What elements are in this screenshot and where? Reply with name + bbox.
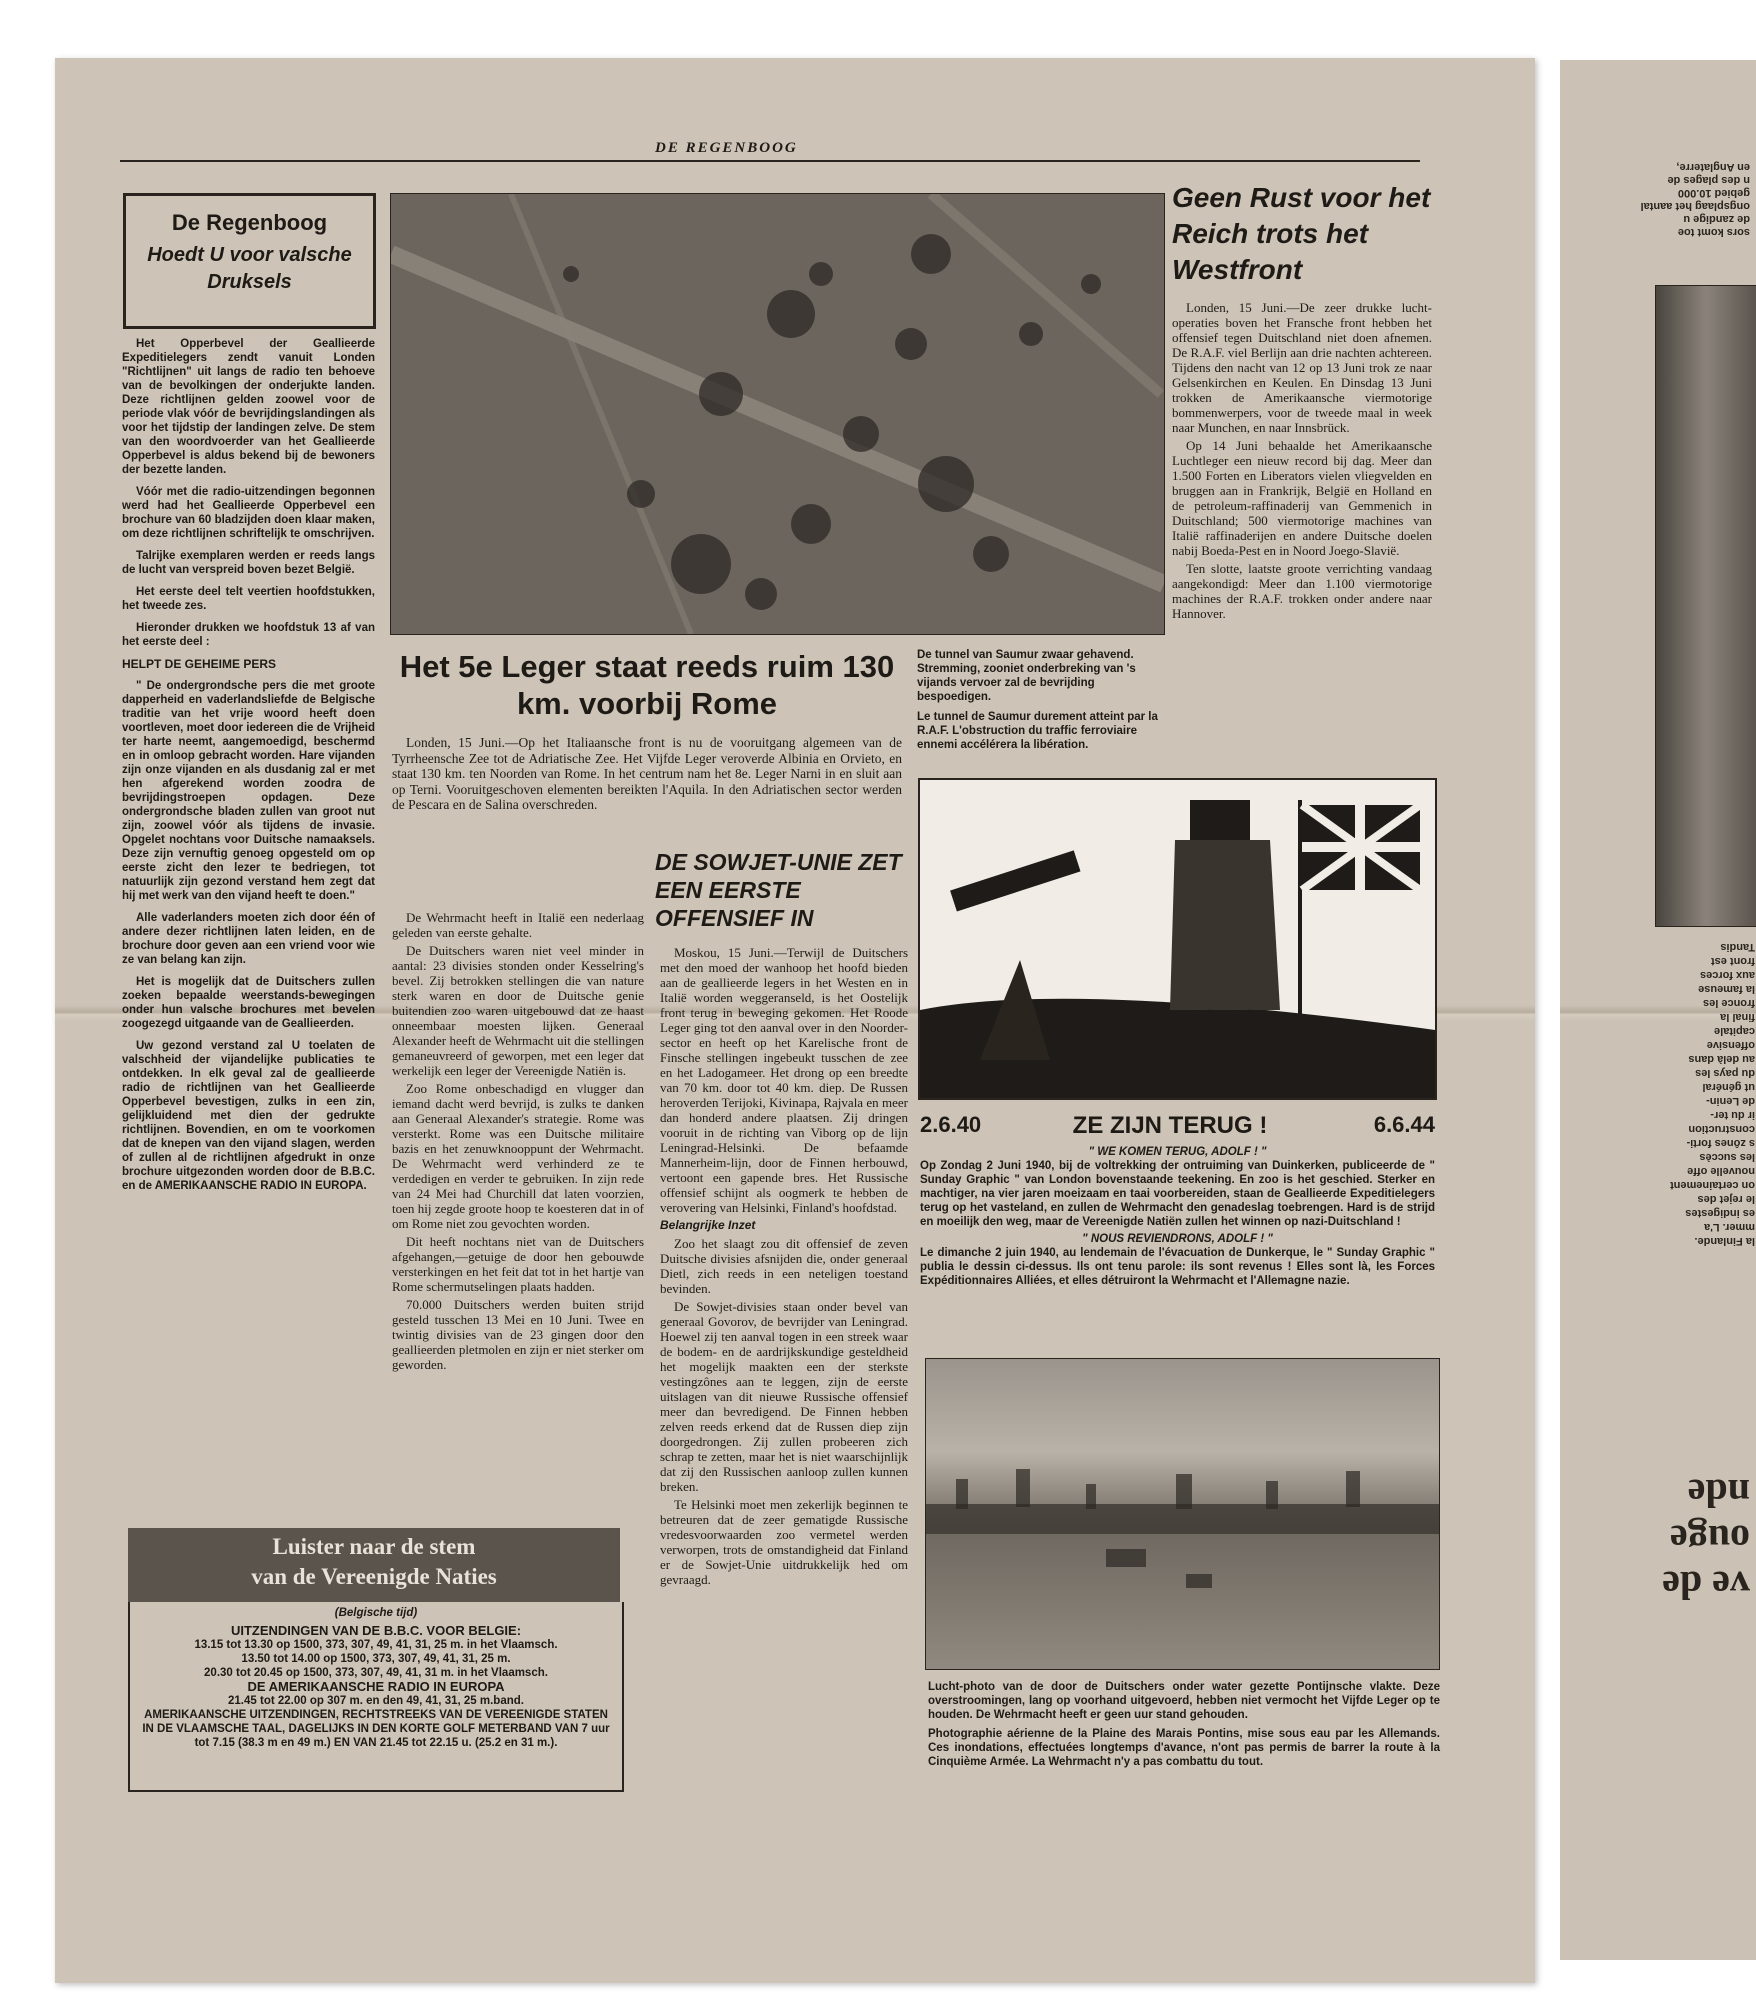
adjacent-text-line: gebied 10.000: [1677, 187, 1750, 199]
date-left: 2.6.40: [920, 1112, 982, 1137]
paragraph: Uw gezond verstand zal U toelaten de valschheid der vijandelijke publicaties te ontdekken. In elk geval zal de geallieerde radio de richtlijnen van het Geallieerde Opperbevel bevestigen, zulks in een zin, gelijkluidend met dien der gedrukte richtlijnen. Bovendien, en om te voorkomen dat de knepen van den vijand slagen, werden of zullen al de richtlijnen afgedrukt in onze brochure uitgezonden worden door de B.B.C. en de AMERIKAANSCHE RADIO IN EUROPA.: [122, 1040, 375, 1192]
adjacent-text-line: es indigestes: [1685, 1207, 1755, 1219]
radio-banner: [128, 1528, 620, 1602]
subheading: Belangrijke Inzet: [660, 1218, 756, 1232]
headline-5e-leger: Het 5e Leger staat reeds ruim 130 km. voorbij Rome: [399, 649, 895, 721]
flood-photo-graphic: [926, 1359, 1439, 1669]
adjacent-text-line: capitale: [1714, 1025, 1755, 1037]
paragraph: Moskou, 15 Juni.—Terwijl de Duitschers met den moed der wanhoop het hoofd bieden aan de geallieerde legers in het Westen en in Italië worden weggeranseld, is het Oostelijk front terug in beweging gekomen. Het Roode Leger ging tot den aanval over in den Noorder-sector en heeft op het Karelische front de Finsche stellingen ingebeukt tusschen de zee en het Ladogameer. Het drong op een breedte van 70 km. door tot 40 km. diep. De Russen heroverden Terijoki, Kivinapa, Rajvala en meer dan honderd andere plaatsen. Zij dringen vooruit in de richting van Viborg op de lijn Leningrad-Helsinki. De befaamde Mannerheim-lijn, door de Finnen herbouwd, vertoont een gapende bres. Het Russische offensief schijnt als oogmerk te hebben de verovering van Helsinki, Finland's hoofdstad.: [660, 945, 908, 1215]
headline-geen-rust: Geen Rust voor het Reich trots het Westfront: [1172, 182, 1431, 285]
paragraph: Te Helsinki moet men zekerlijk beginnen te betreuren dat de zeer gematigde Russische vredesvoorwaarden zoo vermetel werden verworpen, trots de omstandigheid dat Finland er de Sowjet-Unie uitdrukkelijk hed om gevraagd.: [660, 1497, 908, 1587]
adjacent-text-line: ut général: [1702, 1081, 1755, 1093]
aerial-photo-graphic: [391, 194, 1164, 634]
cartoon-illustration: [918, 778, 1437, 1100]
adjacent-text-line: sors komt toe: [1677, 226, 1750, 238]
masthead: DE REGENBOOG: [655, 140, 798, 156]
box-title: De Regenboog: [171, 210, 328, 235]
adjacent-text-line: s zônes forti-: [1686, 1137, 1755, 1149]
caption-fr: Le tunnel de Saumur durement atteint par la R.A.F. L'obstruction du traffic ferroviaire ennemi accélérera la libération.: [917, 711, 1158, 751]
paragraph: Londen, 15 Juni.—De zeer drukke lucht-operaties boven het Fransche front hebben het offensief tegen Duitschland niet doen afnemen. De R.A.F. viel Berlijn aan drie nachten achtereen. Tijdens den nacht van 12 op 13 Juni trok ze naar Gelsenkirchen en Keulen. En Dinsdag 13 Juni trokken de Amerikaansche viermotorige bommenwerpers, voor de tweede maal in week naar Munchen, en naar Innsbrück.: [1172, 300, 1432, 435]
adjacent-text-line: fronce les: [1703, 997, 1755, 1009]
adjacent-text-line: construction: [1688, 1123, 1755, 1135]
paragraph: Zoo Rome onbeschadigd en vlugger dan iemand dacht werd bevrijd, is zulks te danken aan Generaal Alexander's strategie. Rome was versterkt. Rome was een Duitsche militaire bazis en het zenuwknooppunt der Wehrmacht. De Wehrmacht werd verhinderd ze te verdedigen en verder te gebruiken. In zijn rede van 24 Mei had Churchill dat laten voorzien, toen hij zegde groote hoop te koesteren dat in of om Rome niet zou gevochten worden.: [392, 1081, 644, 1231]
paragraph: De Sowjet-divisies staan onder bevel van generaal Govorov, de bevrijder van Leningrad. Hoewel zij ten aanval togen in een streek waar de bodem- en de aardrijkskundige gesteldheid het mogelijk maakten een der sterkste vestingzônes aan te leggen, zijn de eerste uitslagen van dit nieuwe Russische offensief meer dan bevredigend. De Finnen hebben zelven reeds erkend dat de Russen diep zijn doorgedrongen. Zij zullen probeeren zich schrap te zetten, maar het is niet waarschijnlijk dat zij den Russischen aanloop zullen kunnen breken.: [660, 1299, 908, 1494]
adjacent-text-line: les succès: [1699, 1151, 1755, 1163]
schedule-line: 13.50 tot 14.00 op 1500, 373, 307, 49, 41, 31, 25 m.: [241, 1653, 511, 1665]
adjacent-text-line: on certainement: [1670, 1179, 1755, 1191]
paragraph: De Wehrmacht heeft in Italië een nederlaag geleden van eerste gehalte.: [392, 910, 644, 940]
tunnel-caption: [917, 648, 1167, 752]
adjacent-text-line: offensive: [1706, 1039, 1755, 1051]
box-subtitle: Hoedt U voor valsche Druksels: [147, 244, 352, 293]
adjacent-text-line: front est: [1711, 955, 1755, 967]
banner-line-1: Luister naar de stem: [272, 1534, 476, 1559]
adjacent-headline-line: ve de: [1662, 1563, 1750, 1608]
paragraph: Talrijke exemplaren werden er reeds langs de lucht van verspreid boven bezet België.: [122, 550, 375, 576]
warning-box: [123, 193, 376, 329]
paragraph: Londen, 15 Juni.—Op het Italiaansche front is nu de vooruitgang algemeen van de Tyrrheensche Zee tot de Adriatische Zee. Het Vijfde Leger veroverde Albinia en Orvieto, en staat 130 km. ten Noorden van Rome. In het centrum nam het 8e. Leger Narni in en sluit aan op Terni. Vooruitgeschoven elementen bereikten l'Aquila. In den Adriatischen sector werden de Pescara en de Salina overschreden.: [392, 735, 902, 812]
adjacent-text-line: de zandige u: [1683, 213, 1750, 225]
adjacent-text-top: [1610, 160, 1750, 238]
cartoon-caption: [920, 1145, 1435, 1288]
quote-fr: " NOUS REVIENDRONS, ADOLF ! ": [1082, 1233, 1273, 1245]
paragraph: Het is mogelijk dat de Duitschers zullen zoeken bepaalde weerstands-bewegingen onder hun valsche brochures met bevelen zoogezegd uitgaande van de Geallieerden.: [122, 976, 375, 1030]
adjacent-text-line: la fameuse: [1698, 983, 1755, 995]
schedule-line: 13.15 tot 13.30 op 1500, 373, 307, 49, 41, 31, 25 m. in het Vlaamsch.: [194, 1639, 558, 1651]
adjacent-photo: [1655, 285, 1756, 927]
paragraph: 70.000 Duitschers werden buiten strijd gesteld tusschen 13 Mei en 10 Juni. Twee en twintig divisies van de 23 gingen door den geallieerden pletmolen en zijn er niet sterker om geworden.: [392, 1297, 644, 1372]
aerial-photo-tunnel: [390, 193, 1165, 635]
caption-nl: Lucht-photo van de door de Duitschers onder water gezette Pontijnsche vlakte. Deze overstroomingen, lang op voorhand uitgevoerd, hebben niet vermocht het Vijfde Leger op te houden. De Wehrmacht heeft er geen uur stand gehouden.: [928, 1681, 1440, 1721]
schedule-line: AMERIKAANSCHE UITZENDINGEN, RECHTSTREEKS VAN DE VEREENIGDE STATEN IN DE VLAAMSCHE TAAL, DAGELIJKS IN DEN KORTE GOLF METERBAND VAN 7 uur tot 7.15 (38.3 m en 49 m.) EN VAN 21.45 tot 22.15 u. (25.2 en 31 m.).: [142, 1709, 610, 1749]
caption-nl: De tunnel van Saumur zwaar gehavend. Stremming, zooniet onderbreking van 's vijands vervoer zal de bevrijding bespoedigen.: [917, 649, 1136, 703]
adjacent-text-line: ongsplaag het aantal: [1640, 200, 1750, 212]
adjacent-text-line: Tandis: [1720, 941, 1755, 953]
adjacent-headline-line: ouge: [1670, 1517, 1750, 1562]
subheading: HELPT DE GEHEIME PERS: [122, 657, 277, 671]
adjacent-text-line: en Anglaterre,: [1676, 161, 1750, 173]
main-article-intro: [392, 735, 902, 816]
adjacent-text-line: nouvelle offe: [1687, 1165, 1755, 1177]
paragraph: Vóór met die radio-uitzendingen begonnen werd had het Geallieerde Opperbevel een brochure van 60 bladzijden doen klaar maken, om deze richtlijnen schriftelijk te omschrijven.: [122, 486, 375, 540]
paragraph: Ten slotte, laatste groote verrichting vandaag aangekondigd: Meer dan 1.100 viermotorige machines der R.A.F. trokken onder andere naar Hannover.: [1172, 561, 1432, 621]
adjacent-text-line: final la: [1720, 1011, 1755, 1023]
flood-caption: [928, 1680, 1440, 1769]
paragraph: Op 14 Juni behaalde het Amerikaansche Luchtleger een nieuw record bij dag. Meer dan 1.500 Forten en Liberators vielen vliegvelden en bruggen aan in Frankrijk, België en Holland en de petroleum-raffinaderij van Gemmenich in Duitschland; 500 viermotorige machines van Italië raffinaderijen en andere Duitsche doelen nabij Boeda-Pest en in Noord Joego-Slavië.: [1172, 438, 1432, 558]
flood-photo: [925, 1358, 1440, 1670]
schedule-line: UITZENDINGEN VAN DE B.B.C. VOOR BELGIE:: [230, 1623, 522, 1638]
adjacent-text-line: au delà dans: [1688, 1053, 1755, 1065]
paragraph: Zoo het slaagt zou dit offensief de zeven Duitsche divisies afsnijden die, onder generaal Dietl, zich reeds in een neteligen toestand bevinden.: [660, 1236, 908, 1296]
cartoon-title: ZE ZIJN TERUG !: [1072, 1112, 1268, 1139]
adjacent-text-line: ir du ter-: [1710, 1109, 1755, 1121]
adjacent-text-line: le rejet des: [1697, 1193, 1755, 1205]
radio-schedule: [128, 1602, 624, 1792]
adjacent-text-line: aux forces: [1699, 969, 1755, 981]
adjacent-text-line: du pays les: [1695, 1067, 1755, 1079]
quote-nl: " WE KOMEN TERUG, ADOLF ! ": [1088, 1146, 1267, 1158]
paragraph: De Duitschers waren niet veel minder in aantal: 23 divisies stonden onder Kesselring's bevel. Zij betrokken stellingen die van nature sterk waren en door de Duitsche genie buitendien zoo waren uitgebouwd dat ze haast onneembaar moesten lijken. Generaal Alexander heeft de Wehrmacht uit die stellingen gemaneuvreerd of geworpen, met een leger dat werkelijk een leger der Vereenigde Natiën is.: [392, 943, 644, 1078]
timezone-note: (Belgische tijd): [334, 1607, 418, 1619]
paragraph: Hieronder drukken we hoofdstuk 13 af van het eerste deel :: [122, 622, 375, 648]
paragraph: Alle vaderlanders moeten zich door één of andere dezer richtlijnen laten leiden, en de brochure door geven aan een vriend voor wie ze van belang kan zijn.: [122, 912, 375, 966]
paragraph: Dit heeft nochtans niet van de Duitschers afgehangen,—getuige de door hen gebouwde versterkingen en het feit dat tot in het hartje van Rome schermutselingen plaats hadden.: [392, 1234, 644, 1294]
left-column-article: [122, 337, 375, 1201]
paragraph: Het eerste deel telt veertien hoofdstukken, het tweede zes.: [122, 586, 375, 612]
adjacent-text-line: n des plages de: [1667, 174, 1750, 186]
banner-line-2: van de Vereenigde Naties: [251, 1564, 497, 1589]
adjacent-text-line: de Lenin-: [1706, 1095, 1755, 1107]
caption-fr: Photographie aérienne de la Plaine des Marais Pontins, mise sous eau par les Allemands. Ces inondations, effectuées longtemps d'avance, n'ont pas permis de barrer la route à la Cinquième Armée. La Wehrmacht n'y a pas combattu du tout.: [928, 1728, 1440, 1768]
paragraph: Het Opperbevel der Geallieerde Expeditielegers zendt vanuit Londen "Richtlijnen" uit langs de radio ten behoeve van de bevolkingen der onderjukte landen. Deze richtlijnen gelden zoowel voor de periode vlak vóór de bevrijdingslandingen als voor het tijdstip der landingen zelve. De stem van den woordvoerder van het Geallieerde Opperbevel is aldus bekend bij de bewoners der bezette landen.: [122, 338, 375, 476]
schedule-line: DE AMERIKAANSCHE RADIO IN EUROPA: [247, 1679, 505, 1694]
main-article-body: [392, 910, 644, 1375]
soviet-article-body: [660, 945, 908, 1590]
adjacent-text-column: [1660, 940, 1755, 1248]
date-right: 6.6.44: [1373, 1112, 1435, 1137]
masthead-rule: [120, 160, 1420, 162]
schedule-line: 21.45 tot 22.00 op 307 m. en den 49, 41, 31, 25 m.band.: [228, 1695, 524, 1707]
right-article-body: [1172, 300, 1432, 624]
adjacent-headline: [1620, 1470, 1750, 1608]
headline-sowjet-unie: DE SOWJET-UNIE ZET EEN EERSTE OFFENSIEF IN: [655, 849, 902, 931]
cartoon-graphic: [920, 780, 1435, 1098]
caption-nl: Op Zondag 2 Juni 1940, bij de voltrekking der ontruiming van Duinkerken, publiceerde de " Sunday Graphic " van London bovenstaande teekening. En zoo is het geschied. Sterker en machtiger, na vier jaren moeizaam en taai voorbereiden, staan de Geallieerde Expeditielegers terug op het vasteland, en zullen de Wehrmacht den genadeslag toebrengen. Hard is de strijd en moeilijk den weg, maar de Vereenigde Natiën zullen het winnen op nazi-Duitschland !: [920, 1160, 1435, 1228]
adjacent-text-line: la Finlande.: [1694, 1235, 1755, 1247]
caption-fr: Le dimanche 2 juin 1940, au lendemain de l'évacuation de Dunkerque, le " Sunday Graphic " publia le dessin ci-dessus. Ils ont tenu parole: ils sont revenus ! Elles sont là, les Forces Expéditionnaires Alliées, et elles détruiront la Wehrmacht et l'Allemagne nazie.: [920, 1247, 1435, 1287]
adjacent-text-line: mmer. L'a: [1704, 1221, 1755, 1233]
schedule-line: 20.30 tot 20.45 op 1500, 373, 307, 49, 41, 31 m. in het Vlaamsch.: [204, 1667, 548, 1679]
paragraph: " De ondergrondsche pers die met groote dapperheid en vaderlandsliefde de Belgische traditie van het vrije woord heeft doen voortleven, moet door iedereen die de Vrijheid ter harte neemt, aangemoedigd, beschermd en in omloop gebracht worden. Hare vijanden zijn onze vijanden en als dusdanig zal er met hen afgerekend worden zoodra de bevrijdingstroepen opdagen. Deze ondergrondsche bladen zullen van groot nut zijn, zoowel vóór als tijdens de invasie. Opgelet nochtans voor Duitsche namaaksels. Deze zijn vernuftig genoeg opgesteld om op eerste zicht den lezer te bedriegen, tot natuurlijk zijn gezond verstand hem zegt dat hij met werk van den vijand heeft te doen.": [122, 680, 375, 902]
adjacent-headline-line: nde: [1687, 1471, 1750, 1516]
